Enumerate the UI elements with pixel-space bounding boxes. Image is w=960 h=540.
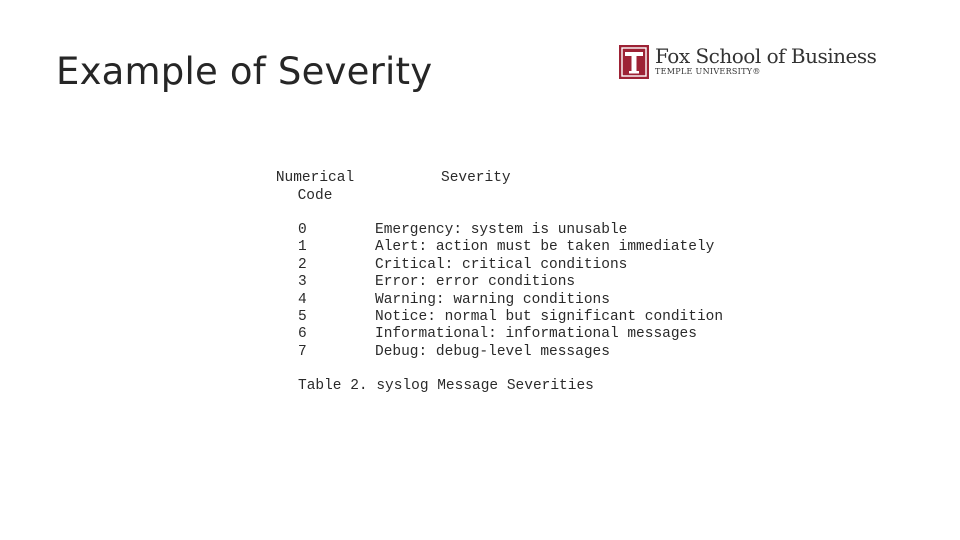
header-code-line1: Numerical xyxy=(275,170,355,186)
logo-school-name: Fox School of Business xyxy=(655,44,877,68)
row-severity: Critical: critical conditions xyxy=(375,256,628,273)
header-numerical-code xyxy=(270,170,360,205)
row-code: 3 xyxy=(298,274,307,291)
row-code: 6 xyxy=(298,326,307,343)
row-severity: Emergency: system is unusable xyxy=(375,222,628,238)
logo-university-name: TEMPLE UNIVERSITY® xyxy=(655,67,761,76)
row-severity: Informational: informational messages xyxy=(375,326,697,343)
header-code-line2: Code xyxy=(297,187,333,204)
row-severity: Alert: action must be taken immediately xyxy=(375,239,715,256)
row-code: 0 xyxy=(298,222,307,238)
temple-t-logo-icon xyxy=(619,45,649,79)
fox-school-logo xyxy=(619,45,876,81)
row-severity: Debug: debug-level messages xyxy=(375,343,610,360)
row-code: 4 xyxy=(298,291,307,308)
row-severity: Error: error conditions xyxy=(375,274,576,291)
row-code: 7 xyxy=(298,343,307,360)
table-caption: Table 2. syslog Message Severities xyxy=(298,378,594,394)
row-severity: Notice: normal but significant condition xyxy=(375,308,724,325)
row-code: 1 xyxy=(298,239,307,256)
header-severity: Severity xyxy=(441,170,511,186)
row-severity: Warning: warning conditions xyxy=(375,291,610,308)
row-code: 5 xyxy=(298,308,307,325)
slide-title: Example of Severity xyxy=(56,50,433,93)
row-code: 2 xyxy=(298,256,307,273)
